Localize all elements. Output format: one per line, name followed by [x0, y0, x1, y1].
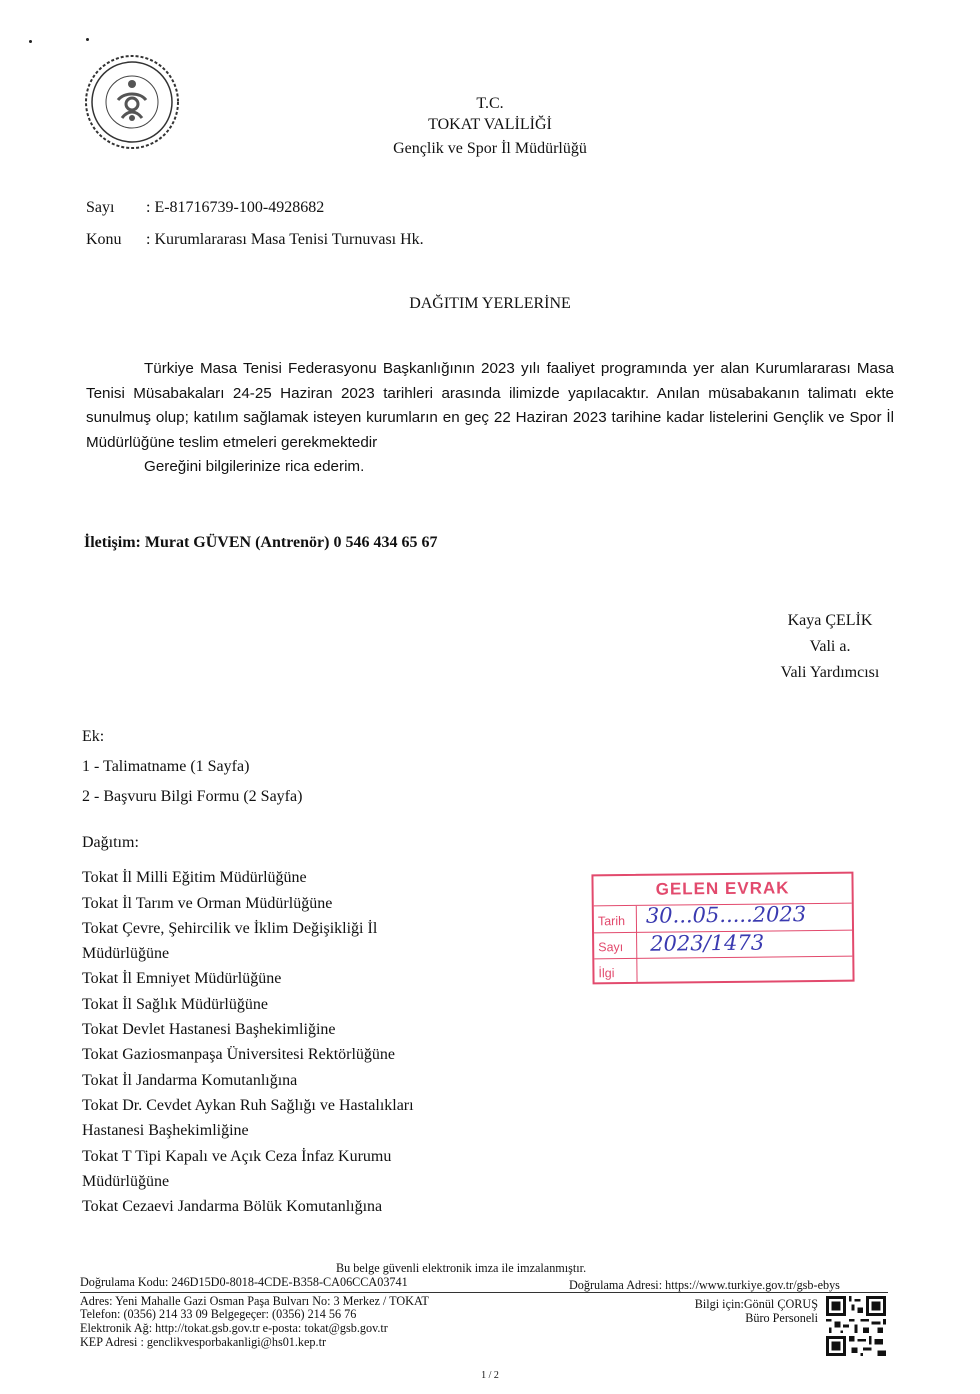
footer-contact-person: Bilgi için:Gönül ÇORUŞ	[694, 1297, 818, 1311]
header-tc: T.C.	[476, 95, 504, 112]
ministry-seal-icon	[84, 54, 180, 150]
distribution-item: Tokat Gaziosmanpaşa Üniversitesi Rektörlüğüne	[82, 1046, 396, 1064]
header-directorate: Gençlik ve Spor İl Müdürlüğü	[393, 140, 587, 157]
esign-note: Bu belge güvenli elektronik imza ile imzalanmıştır.	[336, 1261, 587, 1275]
scan-speck	[29, 40, 32, 43]
konu-value: : Kurumlararası Masa Tenisi Turnuvası Hk.	[146, 231, 424, 248]
attachments-heading: Ek:	[82, 728, 105, 745]
konu-label: Konu	[86, 231, 122, 248]
sayi-label: Sayı	[86, 199, 115, 216]
page-number: 1 / 2	[481, 1370, 499, 1381]
attachment-item: 2 - Başvuru Bilgi Formu (2 Sayfa)	[82, 788, 303, 805]
stamp-ilgi-label: İlgi	[598, 966, 615, 981]
incoming-document-stamp	[591, 872, 854, 985]
distribution-item: Tokat İl Milli Eğitim Müdürlüğüne	[82, 869, 307, 887]
body-paragraph-2: Gereğini bilgilerinize rica ederim.	[144, 458, 365, 475]
distribution-list	[82, 830, 414, 1219]
footer-phone: Telefon: (0356) 214 33 09 Belgegeçer: (0356) 214 56 76	[80, 1307, 357, 1321]
sayi-row	[86, 199, 324, 217]
distribution-item: Tokat Cezaevi Jandarma Bölük Komutanlığına	[82, 1198, 383, 1216]
distribution-item: Tokat T Tipi Kapalı ve Açık Ceza İnfaz Kurumu	[82, 1147, 392, 1165]
footer-web: Elektronik Ağ: http://tokat.gsb.gov.tr e-posta: tokat@gsb.gov.tr	[80, 1321, 388, 1335]
body-paragraph-1: Türkiye Masa Tenisi Federasyonu Başkanlığının 2023 yılı faaliyet programında yer alan Kurumlararası Masa Tenisi Müsabakaları 24-25 Haziran 2023 tarihleri arasında ilimizde yapılacaktır. Anılan müsabakanın talimatı ekte sunulmuş olup; katılım sağlamak isteyen kurumların en geç 22 Haziran 2023 tarihine kadar listelerini Gençlik ve Spor İl Müdürlüğüne teslim etmeleri gerekmektedir	[86, 360, 894, 451]
distribution-item: Tokat Çevre, Şehircilik ve İklim Değişikliği İl	[82, 919, 378, 937]
sayi-value: : E-81716739-100-4928682	[146, 199, 325, 216]
distribution-item: Tokat Devlet Hastanesi Başhekimliğine	[82, 1021, 336, 1039]
stamp-tarih-label: Tarih	[597, 914, 626, 929]
distribution-item: Müdürlüğüne	[82, 1172, 170, 1190]
distribution-item: Tokat İl Emniyet Müdürlüğüne	[82, 970, 282, 988]
distribution-item: Tokat İl Tarım ve Orman Müdürlüğüne	[82, 894, 333, 912]
contact-line: İletişim: Murat GÜVEN (Antrenör) 0 546 434 65 67	[84, 534, 438, 551]
stamp-sayi-value: 2023/1473	[650, 930, 765, 956]
qr-code-icon	[826, 1296, 886, 1356]
signatory-name: Kaya ÇELİK	[787, 612, 873, 629]
stamp-sayi-label: Sayı	[598, 940, 624, 955]
footer-contact-role: Büro Personeli	[745, 1311, 818, 1325]
distribution-item: Tokat İl Jandarma Komutanlığına	[82, 1071, 298, 1089]
footer-divider	[80, 1292, 888, 1293]
letter-body	[86, 357, 894, 480]
signatory-title: Vali Yardımcısı	[780, 664, 880, 681]
footer-address: Adres: Yeni Mahalle Gazi Osman Paşa Bulvarı No: 3 Merkez / TOKAT	[80, 1294, 429, 1308]
distribution-heading: Dağıtım:	[82, 834, 139, 851]
distribution-item: Hastanesi Başhekimliğine	[82, 1122, 249, 1140]
scan-speck	[86, 38, 89, 41]
recipient: DAĞITIM YERLERİNE	[409, 295, 571, 312]
verification-address: Doğrulama Adresi: https://www.turkiye.gov.tr/gsb-ebys	[569, 1278, 840, 1292]
footer-kep: KEP Adresi : genclikvesporbakanligi@hs01.kep.tr	[80, 1335, 327, 1349]
attachments	[82, 722, 302, 812]
signatory-line2: Vali a.	[809, 638, 851, 655]
distribution-item: Tokat İl Sağlık Müdürlüğüne	[82, 995, 268, 1013]
header-governorship: TOKAT VALİLİĞİ	[428, 116, 552, 133]
distribution-item: Tokat Dr. Cevdet Aykan Ruh Sağlığı ve Hastalıkları	[82, 1096, 414, 1114]
stamp-title: GELEN EVRAK	[655, 878, 790, 899]
distribution-item: Müdürlüğüne	[82, 945, 170, 963]
stamp-tarih-value: 30...05.....2023	[645, 902, 807, 928]
konu-row	[86, 231, 424, 249]
verification-code: Doğrulama Kodu: 246D15D0-8018-4CDE-B358-CA06CCA03741	[80, 1275, 408, 1289]
attachment-item: 1 - Talimatname (1 Sayfa)	[82, 758, 250, 775]
